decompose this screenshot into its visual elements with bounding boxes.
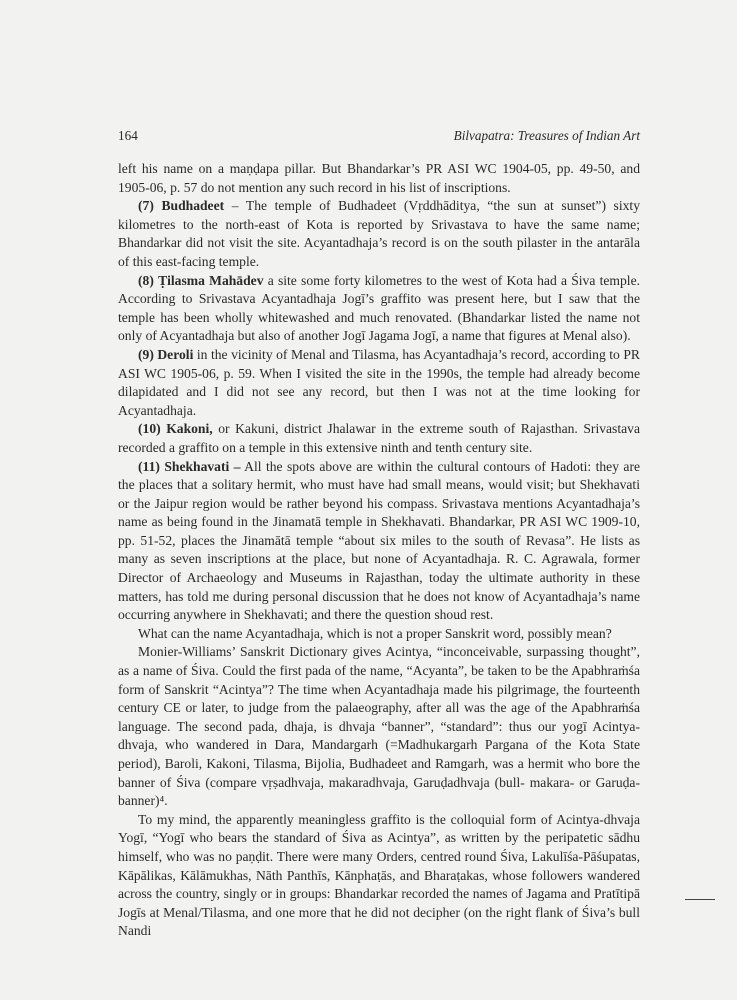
paragraph — [118, 420, 640, 457]
body-text — [118, 160, 640, 941]
running-title: Bilvapatra: Treasures of Indian Art — [453, 128, 640, 143]
paragraph — [118, 346, 640, 420]
paragraph — [118, 643, 640, 810]
paragraph — [118, 625, 640, 644]
paragraph-lead: (11) Shekhavati – — [138, 458, 241, 474]
page-number: 164 — [118, 128, 138, 143]
paragraph — [118, 458, 640, 625]
paragraph — [118, 811, 640, 941]
page-header — [118, 128, 640, 144]
paragraph-text: in the vicinity of Menal and Tilasma, has Acyantadhaja’s record, according to PR ASI WC 1905-06, p. 59. When I visited the site in the 1990s, the temple had already become dilapidated and I did not see any record, but then I was not at the time looking for Acyantadhaja. — [118, 346, 640, 418]
paragraph-text: All the spots above are within the cultural contours of Hadoti: they are the places that a solitary hermit, who must have had small means, would visit; but Shekhavati or the Jaipur region would be rather beyond his compass. Srivastava mentions Acyantadhaja’s name as being found in the Jinamatā temple in Shekhavati. Bhandarkar, PR ASI WC 1909-10, pp. 51-52, places the Jinamātā temple “about six miles to the south of Revasa”. He lists as many as seven inscriptions at the place, but none of Acyantadhaja. R. C. Agrawala, former Director of Archaeology and Museums in Rajasthan, today the ultimate authority in these matters, has told me during personal discussion that he does not know of Acyantadhaja’s name occurring anywhere in Shekhavati; and there the question shoud rest. — [118, 458, 641, 623]
paragraph-lead: (10) Kakoni, — [138, 421, 213, 437]
paragraph-lead: (9) Deroli — [138, 346, 194, 362]
paragraph — [118, 272, 640, 346]
paragraph-text: To my mind, the apparently meaningless graffito is the colloquial form of Acintya-dhvaja Yogī, “Yogī who bears the standard of Śiva as Acintya”, as written by the peripatetic sādhu himself, who was no paṇḍit. There were many Orders, centred round Śiva, Lakulīśa-Pāśupatas, Kāpālikas, Kālāmukhas, Nāth Panthīs, Kānphaṭās, and Bharaṭakas, whose followers wandered across the country, singly or in groups: Bhandarkar recorded the names of Jagama and Pratītipā Jogīs at Menal/Tilasma, and one more that he did not decipher (on the right flank of Śiva’s bull Nandi — [118, 811, 640, 939]
paragraph-text: left his name on a maṇḍapa pillar. But Bhandarkar’s PR ASI WC 1904-05, pp. 49-50, and 1905-06, p. 57 do not mention any such record in his list of inscriptions. — [118, 161, 640, 195]
paragraph-text: What can the name Acyantadhaja, which is not a proper Sanskrit word, possibly mean? — [138, 625, 612, 641]
paragraph-lead: (8) Ṭilasma Mahādev — [138, 272, 264, 288]
paragraph-text: Monier-Williams’ Sanskrit Dictionary gives Acintya, “inconceivable, surpassing thought”, as a name of Śiva. Could the first pada of the name, “Acyanta”, be taken to be the Apabhraṁśa form of Sanskrit “Acintya”? The time when Acyantadhaja made his pilgrimage, the fourteenth century CE or later, to judge from the palaeography, after all was the age of the Apabhraṁśa language. The second pada, dhaja, is dhvaja “banner”, “standard”: thus our yogī Acintya-dhvaja, who wandered in Dara, Mandargarh (=Madhukargarh Pargana of the Kota State period), Baroli, Kakoni, Tilasma, Bijolia, Budhadeet and Ramgarh, was a hermit who bore the banner of Śiva (compare vṛṣadhvaja, makaradhvaja, Garuḍadhvaja (bull- makara- or Garuḍa- banner)⁴. — [118, 644, 640, 809]
paragraph-text: – The temple of Budhadeet (Vṛddhāditya, “the sun at sunset”) sixty kilometres to the north-east of Kota is reported by Srivastava to have the same name; Bhandarkar did not visit the site. Acyantadhaja’s record is on the south pilaster in the antarāla of this east-facing temple. — [118, 198, 640, 269]
paragraph-lead: (7) Budhadeet — [138, 198, 225, 214]
paragraph-text: a site some forty kilometres to the west of Kota had a Śiva temple. According to Srivastava Acyantadhaja Jogī’s graffito was present here, but I saw that the temple has been wholly whitewashed and much renovated. (Bhandarkar listed the name not only of Acyantadhaja but also of another Jogī Jagama Jogī, a name that figures at Menal also). — [118, 272, 640, 344]
paragraph-text: or Kakuni, district Jhalawar in the extreme south of Rajasthan. Srivastava recorded a graffito on a temple in this extensive ninth and tenth century site. — [118, 421, 640, 455]
paragraph — [118, 160, 640, 197]
paragraph — [118, 197, 640, 271]
margin-mark — [685, 899, 715, 900]
